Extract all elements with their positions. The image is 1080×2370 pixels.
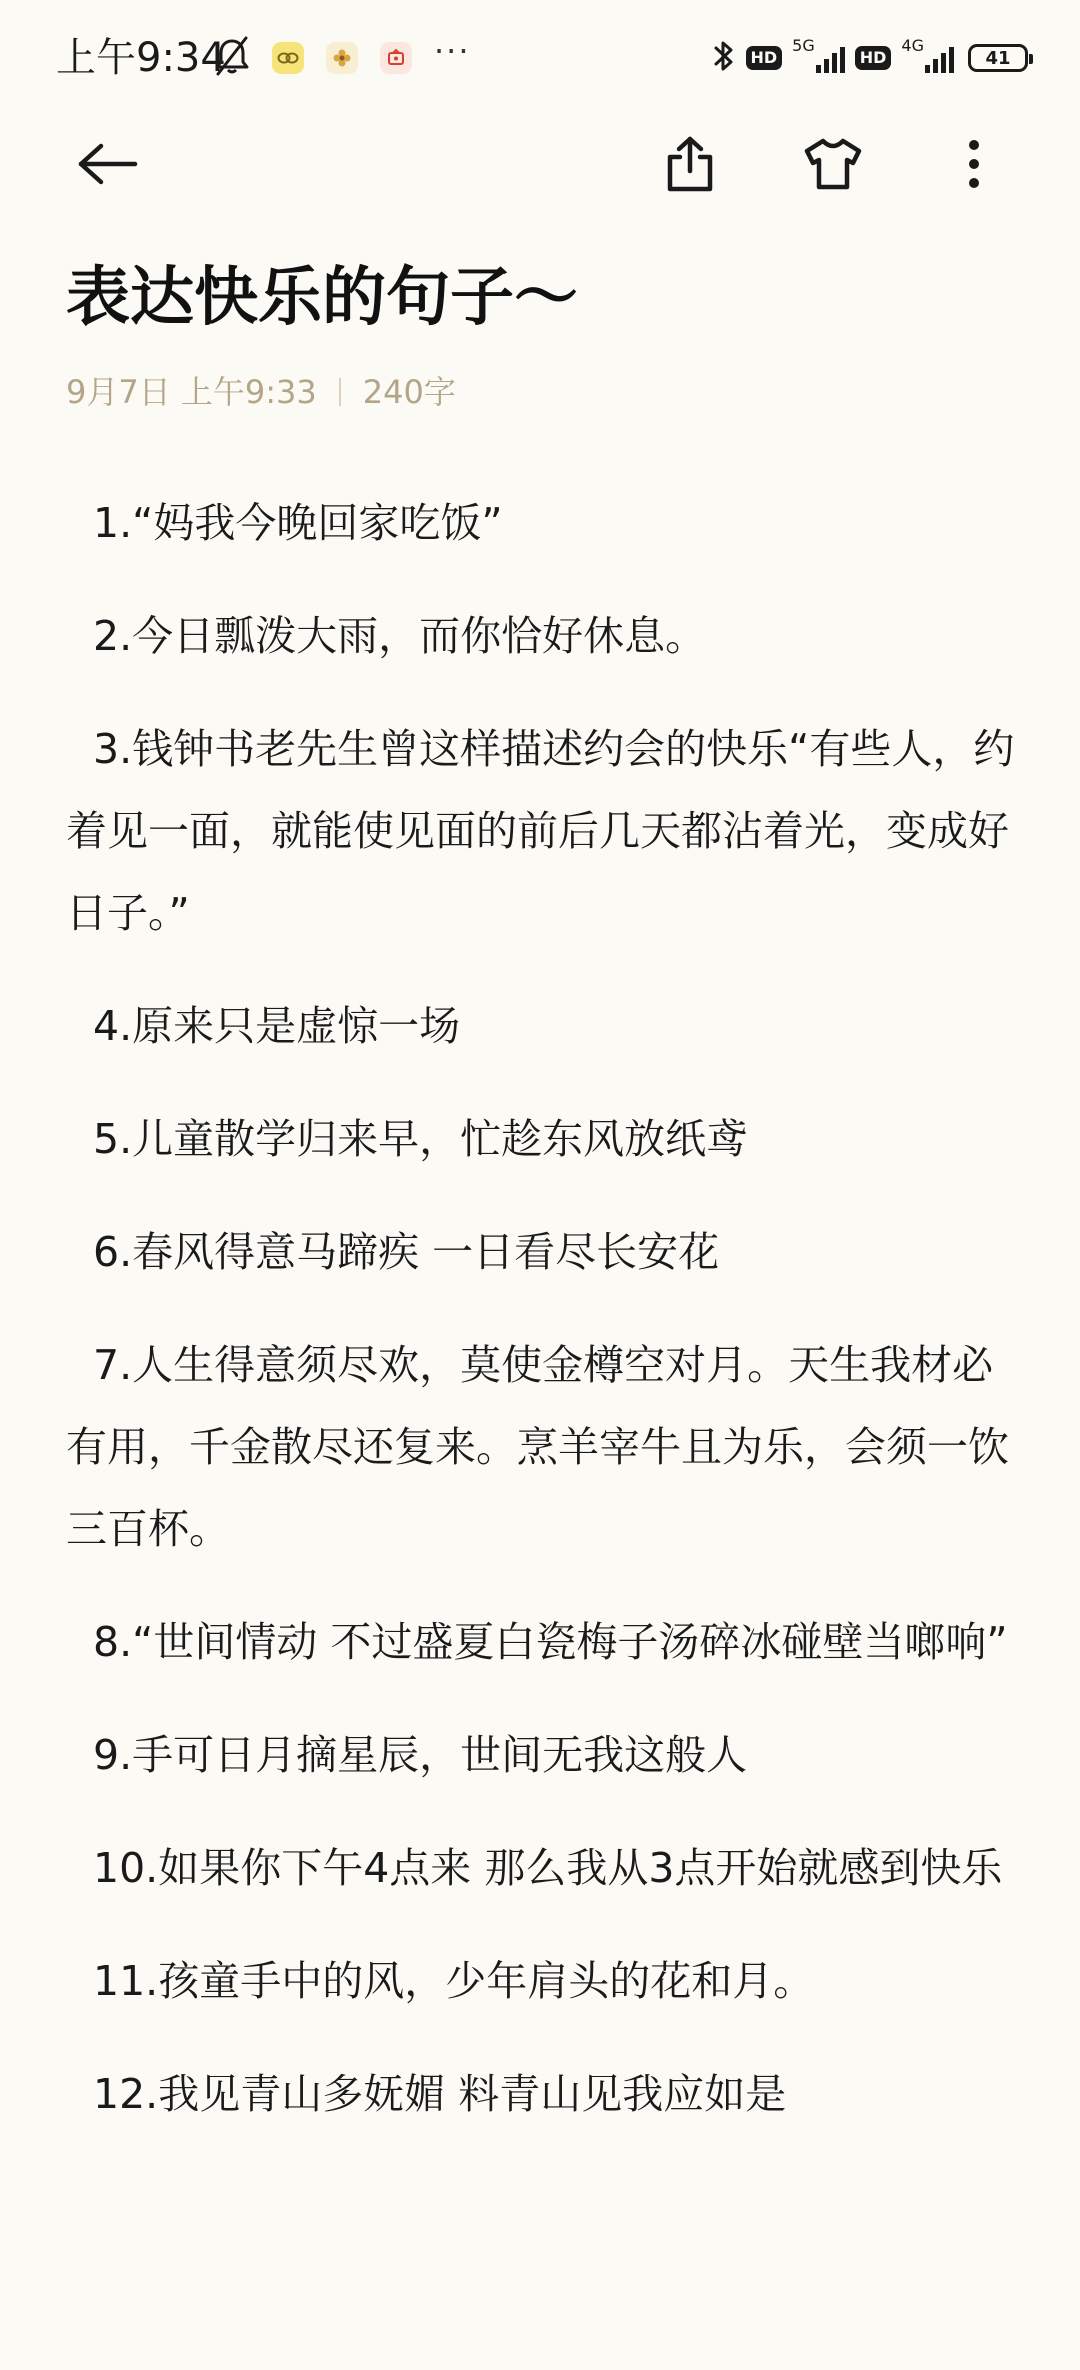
note-paragraph: 2.今日瓢泼大雨，而你恰好休息。 (93, 612, 707, 660)
note-word-count: 240字 (362, 373, 456, 411)
back-arrow-icon (77, 142, 139, 186)
bell-off-icon (214, 36, 250, 80)
note-paragraph: 11.孩童手中的风，少年肩头的花和月。 (93, 1957, 815, 2005)
hd-badge-2: HD (855, 46, 892, 70)
app-icon-flower (326, 42, 358, 74)
status-time: 上午9:34 (56, 35, 226, 81)
note-title[interactable]: 表达快乐的句子～ (66, 261, 578, 335)
note-paragraph: 5.儿童散学归来早，忙趁东风放纸鸢 (93, 1115, 748, 1163)
notification-icons (214, 32, 493, 80)
more-vertical-icon (967, 139, 981, 189)
share-icon (664, 135, 716, 193)
share-button[interactable] (652, 126, 728, 202)
note-paragraph: 10.如果你下午4点来 那么我从3点开始就感到快乐 (93, 1844, 1003, 1892)
note-paragraph: 3.钱钟书老先生曾这样描述约会的快乐“有些人，约着见一面，就能使见面的前后几天都沾着光，变成好日子。” (66, 725, 1015, 937)
note-paragraph: 4.原来只是虚惊一场 (93, 1002, 461, 1050)
note-paragraph: 12.我见青山多妩媚 料青山见我应如是 (93, 2070, 787, 2118)
hd-badge-1: HD (746, 46, 783, 70)
bluetooth-icon (712, 38, 736, 78)
note-paragraph: 9.手可日月摘星辰，世间无我这般人 (93, 1731, 748, 1779)
network-label-4g: 4G (901, 36, 924, 55)
battery-level: 41 (985, 47, 1011, 69)
note-paragraph: 8.“世间情动 不过盛夏白瓷梅子汤碎冰碰壁当啷响” (93, 1618, 1008, 1666)
theme-shirt-icon (803, 137, 863, 191)
note-paragraph: 7.人生得意须尽欢，莫使金樽空对月。天生我材必有用，千金散尽还复来。烹羊宰牛且为乐，会须一饮三百杯。 (66, 1341, 1009, 1553)
theme-button[interactable] (795, 126, 871, 202)
status-bar (0, 0, 1080, 112)
signal-icon (813, 43, 845, 73)
battery-icon (968, 44, 1028, 72)
system-icons (702, 34, 1029, 82)
note-toolbar (0, 112, 1080, 216)
note-body[interactable] (66, 482, 1020, 2166)
app-icon-yellow (272, 42, 304, 74)
back-button[interactable] (70, 126, 146, 202)
more-options-button[interactable] (936, 126, 1012, 202)
more-notifications-icon: ··· (434, 32, 471, 70)
network-label-5g: 5G (792, 36, 815, 55)
note-paragraph: 6.春风得意马蹄疾 一日看尽长安花 (93, 1228, 720, 1276)
app-icon-red (380, 42, 412, 74)
note-date: 9月7日 上午9:33 (66, 373, 317, 411)
meta-divider (339, 378, 341, 406)
note-meta (66, 370, 456, 414)
note-paragraph: 1.“妈我今晚回家吃饭” (93, 499, 503, 547)
signal-icon-2 (922, 43, 954, 73)
